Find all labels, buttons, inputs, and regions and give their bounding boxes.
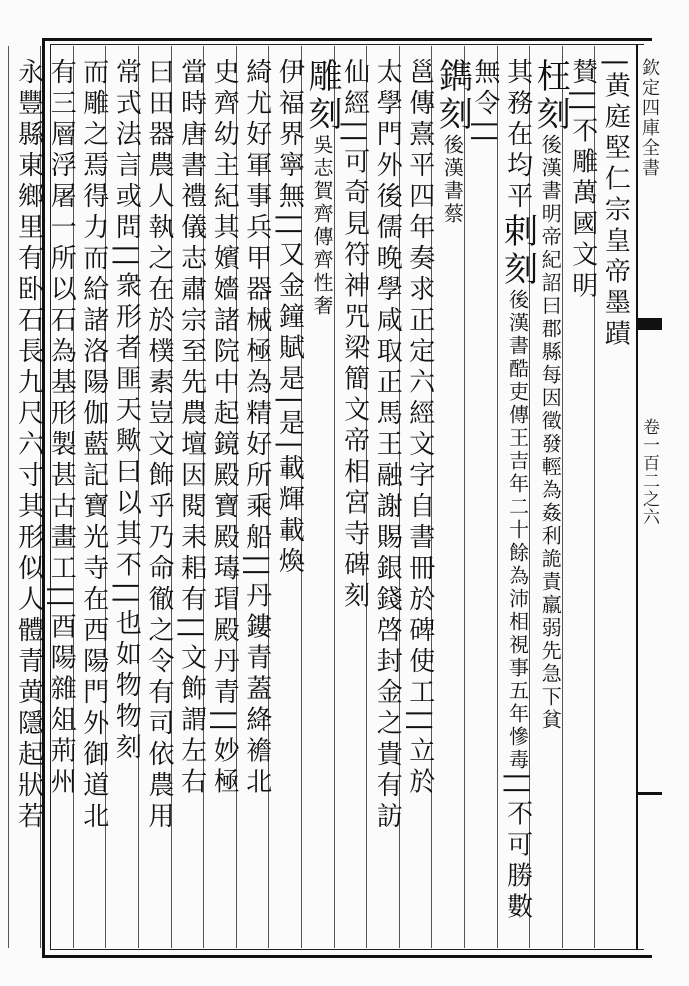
annotation-text: 後漢書酷吏傳王吉年二十餘為沛相視事五年慘毒 (505, 289, 530, 772)
headword: 鐫刻 (432, 58, 473, 134)
column-text: 而雕之焉得力而給諸洛陽伽藍記寶光寺在西陽門外御道北 (78, 58, 109, 833)
column-text: 無令|| (470, 58, 500, 148)
volume-number: 卷一百二之六 (639, 418, 659, 526)
column-text: 太學門外後儒晚學咸取正馬王融謝賜銀錢啓封金之貴有訪 (372, 58, 403, 833)
column-text: 有三層浮屠一所以石為基形製甚古畫工||酉陽雜俎荊州 (46, 58, 77, 799)
column-text: 曰田器農人執之在於樸素豈文飾乎乃命徹之令有司依農用 (144, 58, 174, 833)
headword: 剌刻 (497, 213, 538, 289)
column-text: 賛||不雕萬國文明 (567, 58, 598, 303)
column-text: |黄庭堅仁宗皇帝墨蹟 (600, 58, 631, 351)
column-text: 常式法言或問||衆形者匪天歟曰以其不||也如物物刻 (111, 58, 142, 765)
column-text: 伊福界寧無||又金鐘賦是|是|載輝載煥 (274, 58, 305, 579)
column-text: 綺尤好軍事兵甲器械極為精好所乘船||丹鏤青蓋絳襜北 (241, 58, 272, 799)
book-title: 欽定四庫全書 (639, 58, 660, 178)
annotation-text: 吳志賀齊傳齊性奢 (310, 134, 334, 318)
column-lead-text: 其務在均平 (502, 58, 533, 213)
column-text: 仙經||可奇見符神咒梁簡文帝相宮寺碑刻 (339, 58, 370, 613)
text-column (9, 58, 49, 938)
headword: 枉刻 (530, 58, 571, 134)
column-rule (8, 46, 9, 948)
column-text: 史齊幼主紀其嬪嬙諸院中起鏡殿寶殿瑇瑁殿丹青||妙極 (209, 58, 240, 799)
annotation-text: 後漢書蔡 (440, 134, 465, 226)
fishtail-mark (636, 318, 662, 330)
column-text: 當時唐書禮儀志肅宗至先農壇因閱耒耜有||文飾謂左右 (176, 58, 207, 799)
fishtail-mark-lower (636, 792, 662, 795)
annotation-text: 後漢書明帝紀詔曰郡縣每因徵發輕為姦利詭責羸弱先急下貧 (538, 134, 563, 732)
column-text: ||不可勝數 (502, 772, 533, 924)
column-text: 永豐縣東鄉里有卧石長九尺六寸其形似人體青黄隱起狀若 (13, 58, 44, 833)
headword: 雕刻 (302, 58, 342, 134)
column-text: 邕傳熹平四年奏求正定六經文字自書冊於碑使工||立於 (404, 58, 435, 799)
